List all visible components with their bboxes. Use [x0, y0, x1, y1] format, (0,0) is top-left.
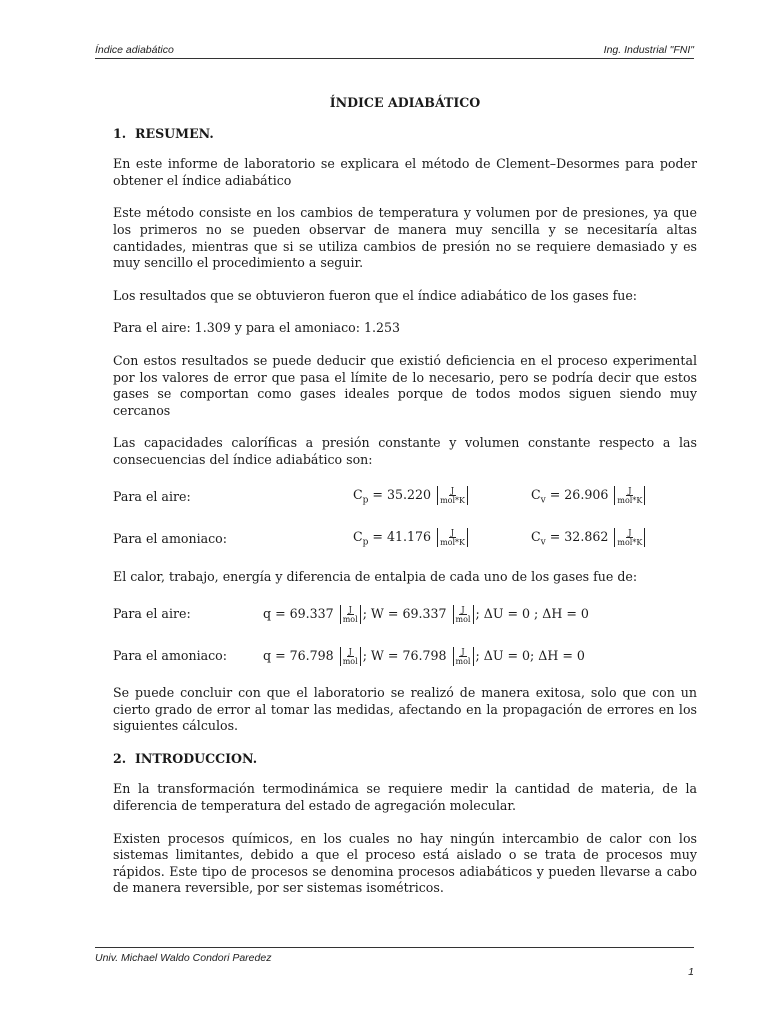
cv-value: 26.906	[564, 486, 609, 502]
section-number: 1.	[113, 125, 127, 141]
w-value: 76.798	[402, 647, 447, 663]
unit-fraction: $\frac{J}{\text{mol}}$	[453, 647, 474, 666]
row-label: Para el aire:	[113, 489, 191, 505]
unit-fraction: $\frac{J}{\text{mol*K}}$	[437, 486, 468, 505]
paragraph: Existen procesos químicos, en los cuales no hay ningún intercambio de calor con los sistemas limitantes, debido a que el proceso está aislado o se trata de procesos muy rápidos. Este tipo de procesos se denomina procesos adiabáticos y pueden llevarse a cabo de manera reversible, por ser sistemas isométricos.	[113, 830, 697, 896]
document-body	[113, 95, 697, 913]
row-label: Para el amoniaco:	[113, 647, 227, 663]
header-left: Índice adiabático	[95, 44, 174, 56]
row-label: Para el amoniaco:	[113, 531, 227, 547]
section-title: INTRODUCCION.	[135, 750, 258, 766]
section-title: RESUMEN.	[135, 125, 214, 141]
q-value: 69.337	[289, 605, 334, 621]
header-right: Ing. Industrial "FNI"	[603, 44, 694, 56]
footer-author: Univ. Michael Waldo Condori Paredez	[95, 952, 272, 964]
paragraph: En la transformación termodinámica se requiere medir la cantidad de materia, de la diferencia de temperatura del estado de agregación molecular.	[113, 781, 697, 814]
energy-row-aire	[113, 601, 697, 627]
unit-fraction: $\frac{J}{\text{mol}}$	[340, 647, 361, 666]
cv-value: 32.862	[564, 528, 609, 544]
section-number: 2.	[113, 750, 127, 766]
paragraph: En este informe de laboratorio se explicara el método de Clement–Desormes para poder obtener el índice adiabático	[113, 156, 697, 188]
section-heading-resumen	[113, 126, 697, 143]
cp-value: 41.176	[386, 528, 432, 544]
cv-formula: $C_v = 32.862$ $\frac{J}{\text{mol*K}}$	[531, 528, 647, 551]
row-label: Para el aire:	[113, 605, 191, 621]
page-footer	[95, 947, 694, 964]
energy-row-amoniaco	[113, 643, 697, 669]
capacity-row-amoniaco	[113, 527, 697, 553]
q-value: 76.798	[289, 647, 334, 663]
energy-formula: q = 69.337 $\frac{J}{\text{mol}}$ ; W = 69.337 $\frac{J}{\text{mol}}$ ; ΔU = 0 ; ΔH = 0	[263, 604, 589, 624]
page-header	[95, 44, 694, 59]
unit-fraction: $\frac{J}{\text{mol*K}}$	[614, 486, 645, 505]
energy-formula: q = 76.798 $\frac{J}{\text{mol}}$ ; W = 76.798 $\frac{J}{\text{mol}}$ ; ΔU = 0; ΔH = 0	[263, 646, 585, 666]
paragraph: Los resultados que se obtuvieron fueron que el índice adiabático de los gases fue:	[113, 287, 638, 303]
paragraph: Este método consiste en los cambios de temperatura y volumen por de presiones, ya que los primeros no se pueden observar de manera muy sencilla y se necesitaría altas cantidades, mientras que si se utiliza cambios de presión no se requiere demasiado y es muy sencillo el procedimiento a seguir.	[113, 205, 697, 271]
paragraph: El calor, trabajo, energía y diferencia de entalpia de cada uno de los gases fue de:	[113, 568, 638, 584]
capacity-row-aire	[113, 485, 697, 511]
paragraph: Para el aire: 1.309 y para el amoniaco: 1.253	[113, 320, 401, 336]
unit-fraction: $\frac{J}{\text{mol}}$	[340, 605, 361, 624]
paragraph: Las capacidades caloríficas a presión constante y volumen constante respecto a las consecuencias del índice adiabático son:	[113, 435, 697, 467]
delta-values: ; ΔU = 0; ΔH = 0	[475, 647, 585, 663]
w-value: 69.337	[402, 605, 447, 621]
cp-formula: $C_p = 35.220$ $\frac{J}{\text{mol*K}}$	[353, 486, 531, 509]
cv-formula: $C_v = 26.906$ $\frac{J}{\text{mol*K}}$	[531, 486, 647, 509]
paragraph: Se puede concluir con que el laboratorio se realizó de manera exitosa, solo que con un cierto grado de error al tomar las medidas, afectando en la propagación de errores en los siguientes cálculos.	[113, 685, 697, 734]
unit-fraction: $\frac{J}{\text{mol*K}}$	[614, 528, 645, 547]
unit-fraction: $\frac{J}{\text{mol}}$	[453, 605, 474, 624]
cp-value: 35.220	[386, 486, 432, 502]
cp-formula: $C_p = 41.176$ $\frac{J}{\text{mol*K}}$	[353, 528, 531, 551]
document-title: ÍNDICE ADIABÁTICO	[329, 95, 481, 110]
delta-values: ; ΔU = 0 ; ΔH = 0	[475, 605, 589, 621]
paragraph: Con estos resultados se puede deducir que existió deficiencia en el proceso experimental por los valores de error que pasa el límite de lo necesario, pero se podría decir que estos gases se comportan como gases ideales porque de todos modos siguen siendo muy cercanos	[113, 352, 697, 418]
unit-fraction: $\frac{J}{\text{mol*K}}$	[437, 528, 468, 547]
page-number: 1	[688, 966, 694, 978]
section-heading-introduccion	[113, 751, 697, 768]
